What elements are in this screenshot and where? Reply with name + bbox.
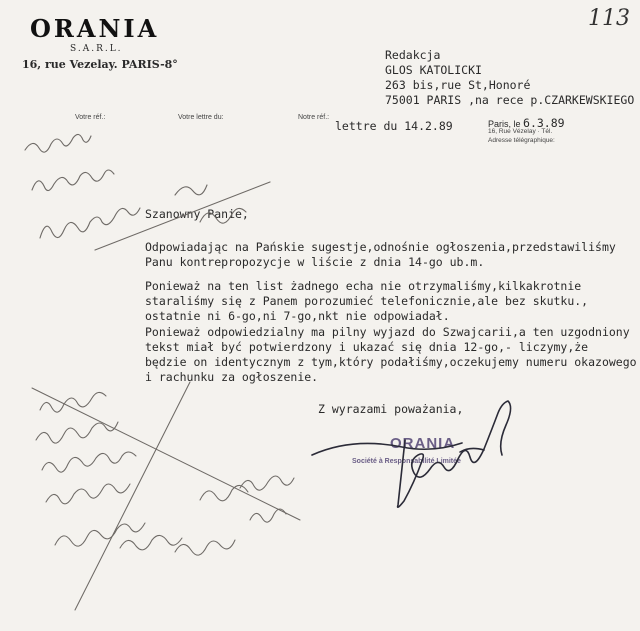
letter-date: 6.3.89 [523, 116, 565, 130]
text-line: Ponieważ na ten list żadnego echa nie otrzymaliśmy,kilkakrotnie [145, 279, 582, 293]
text-line: Ponieważ odpowiedzialny ma pilny wyjazd do Szwajcarii,a ten uzgodniony [145, 325, 630, 339]
recipient-line: 75001 PARIS ,na rece p.CZARKEWSKIEGO [385, 93, 635, 107]
pencil-note-top [25, 134, 270, 250]
stamp-subtitle: Société à Responsabilité Limitée [352, 458, 461, 465]
recipient-line: 263 bis,rue St,Honoré [385, 78, 531, 92]
archive-number: 113 [588, 6, 630, 31]
text-line: tekst miał być potwierdzony i ukazać się dnia 12-go,- liczymy,że [145, 340, 589, 354]
recipient-line: Redakcja [385, 48, 441, 62]
closing: Z wyrazami poważania, [318, 402, 464, 416]
text-line: będzie on identycznym z tym,który podałiśmy,oczekujemy numeru okazowego [145, 355, 637, 369]
firm-contact-line: 16, Rue Vézelay · Tél. [488, 128, 553, 135]
text-line: staraliśmy się z Panem porozumieć telefonicznie,ale bez skutku., [145, 294, 589, 308]
recipient-line: GLOS KATOLICKI [385, 63, 482, 77]
letter-reference: lettre du 14.2.89 [335, 119, 453, 133]
legal-form: S.A.R.L. [70, 44, 123, 54]
salutation: Szanowny Panie, [145, 207, 249, 221]
company-address: 16, rue Vezelay. PARIS-8° [22, 58, 178, 71]
company-logo: ORANIA [30, 14, 160, 43]
votre-lettre-label: Votre lettre du: [178, 114, 224, 121]
signature [312, 401, 511, 507]
text-line: ostatnie ni 6-go,ni 7-go,nkt nie odpowiadał. [145, 309, 450, 323]
notre-ref-label: Notre réf.: [298, 114, 330, 121]
firm-telegraph-line: Adresse télégraphique: [488, 137, 555, 144]
text-line: i rachunku za ogłoszenie. [145, 370, 319, 384]
company-stamp: ORANIA [390, 435, 456, 452]
text-line: Panu kontrepropozycje w liście z dnia 14-go ub.m. [145, 255, 485, 269]
text-line: Odpowiadając na Pańskie sugestje,odnośnie ogłoszenia,przedstawiliśmy [145, 240, 616, 254]
place-label: Paris, le [488, 119, 521, 129]
votre-ref-label: Votre réf.: [75, 114, 106, 121]
pencil-note-bottom [32, 382, 300, 610]
